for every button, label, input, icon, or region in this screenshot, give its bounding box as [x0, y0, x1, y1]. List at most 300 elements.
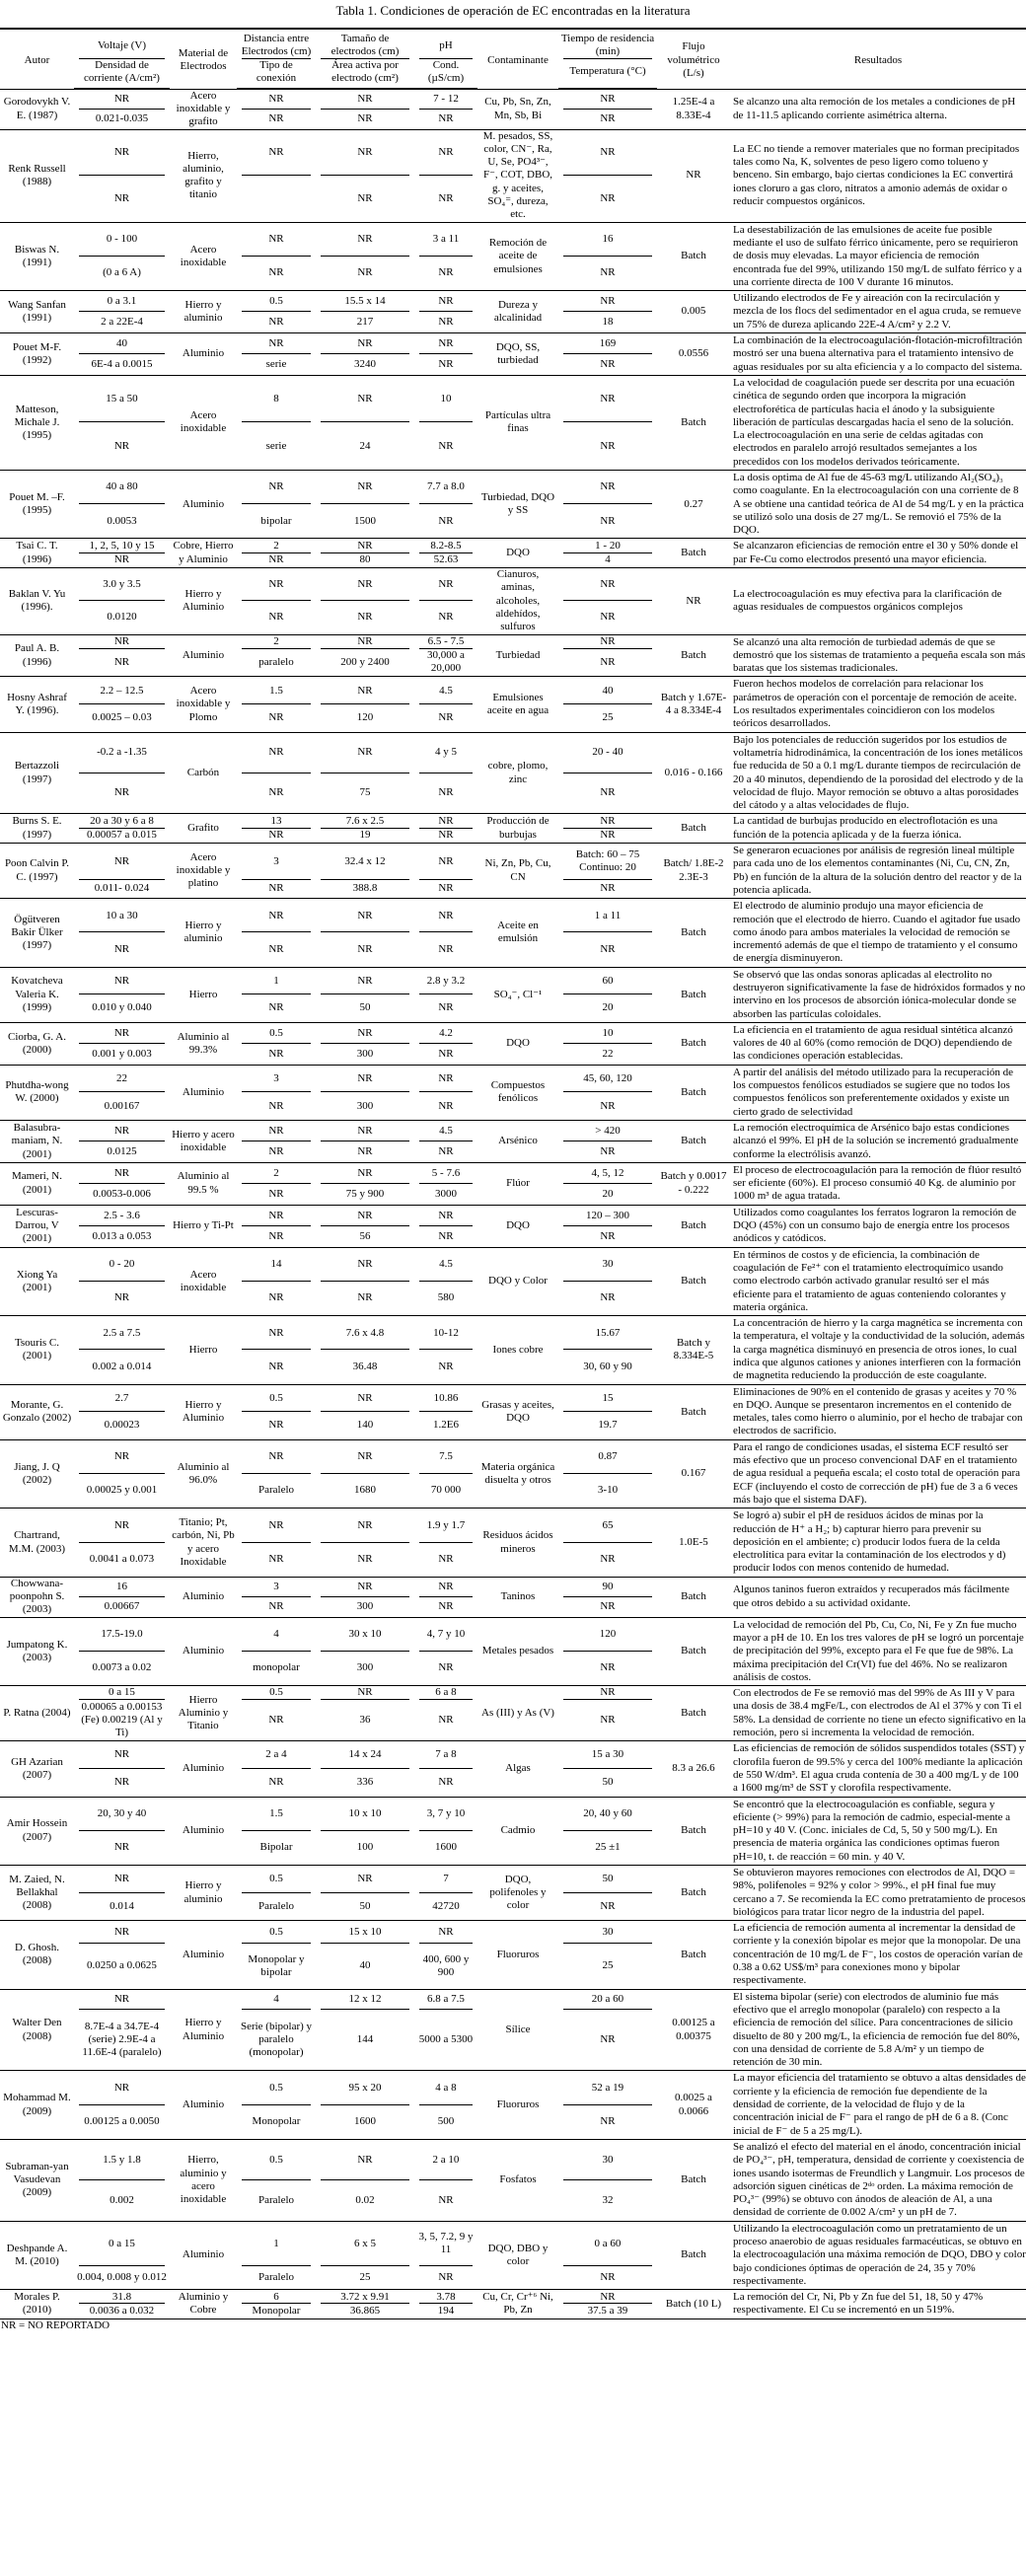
table-row [0, 471, 1026, 505]
area-cell: NR [357, 191, 373, 204]
time-cell: 1 a 11 [558, 899, 657, 933]
connection-cell: serie [265, 357, 287, 370]
time-cell: NR [558, 89, 657, 110]
author-cell: Ciorba, G. A. (2000) [0, 1022, 74, 1065]
time-cell: 30 [558, 1921, 657, 1944]
table-row [0, 1384, 1026, 1412]
material-cell: Hierro Aluminio y Titanio [170, 1686, 237, 1741]
temp-cell: NR [600, 2271, 616, 2284]
material-cell: Hierro y Ti-Pt [170, 1205, 237, 1247]
density-cell: 0.011- 0.024 [94, 882, 150, 895]
size-cell: 15.5 x 14 [316, 291, 414, 312]
size-cell: NR [316, 677, 414, 704]
flow-cell: 1.0E-5 [657, 1509, 730, 1577]
area-cell: 1600 [354, 2115, 376, 2128]
cond-cell: NR [438, 611, 454, 624]
results-cell: Se observó que las ondas sonoras aplicadas al electrolito no destruyeron significativamente la fase de hidróxidos formados y no intervino en los procesos de absorción iónica-molecular donde se absorben las partículas coloidales. [730, 967, 1026, 1022]
results-cell: La velocidad de remoción del Pb, Cu, Co, Ni, Fe y Zn fue mucho mayor a pH de 10. En los tres valores de pH se logró un porcentaje de precipitación del 99%, excepto para el Fe que fue de 98%. La máxima precipitación del Cr(VI) fue del 46%. No se realizaron análisis de costos. [730, 1617, 1026, 1685]
density-cell: 0.0073 a 0.02 [92, 1661, 152, 1674]
cond-cell: 1.2E6 [433, 1419, 459, 1432]
size-cell: NR [316, 471, 414, 505]
contaminant-cell: Flúor [477, 1162, 558, 1205]
cond-cell: NR [438, 1229, 454, 1242]
size-cell: NR [316, 1865, 414, 1892]
results-cell: La EC no tiende a remover materiales que no forman precipitados tales como Na, K, solventes de peso ligero como tolueno y benceno. Sin embargo, bajo ciertas condiciones la EC convertirá iones cloruro a gas cloro, nitratos a amonio además de oxidar o reducir compuestos orgánicos. [730, 129, 1026, 222]
contaminant-cell: Arsénico [477, 1120, 558, 1162]
results-cell: Eliminaciones de 90% en el contenido de grasas y aceites y 70 % en DQO. Aunque se presentaron incrementos en el contenido de metales, tales como hierro o aluminio, por el hecho de trabajar con electrodos de sacrificio. [730, 1384, 1026, 1439]
header-time: Tiempo de residencia (min) [558, 29, 657, 59]
contaminant-cell: Cianuros, aminas, alcoholes, aldehídos, sulfuros [477, 568, 558, 634]
cond-cell: NR [438, 112, 454, 125]
header-author: Autor [0, 29, 74, 89]
material-cell: Hierro y acero inoxidable [170, 1120, 237, 1162]
temp-cell: 18 [602, 315, 614, 328]
table-row [0, 222, 1026, 257]
material-cell: Aluminio [170, 634, 237, 677]
author-cell: Wang Sanfan (1991) [0, 291, 74, 333]
time-cell: NR [558, 1686, 657, 1700]
cond-cell: 194 [414, 2304, 477, 2318]
distance-cell: NR [237, 222, 316, 257]
voltage-cell: 31.8 [74, 2290, 170, 2305]
author-cell: Mameri, N. (2001) [0, 1162, 74, 1205]
header-connection: Tipo de conexión [237, 59, 316, 90]
table-row [0, 2221, 1026, 2266]
author-cell: Morante, G. Gonzalo (2002) [0, 1384, 74, 1439]
time-cell: 90 [558, 1577, 657, 1596]
header-area: Área activa por electrodo (cm²) [316, 59, 414, 90]
cond-cell: NR [438, 1552, 454, 1565]
density-cell: 0.0025 – 0.03 [92, 711, 152, 724]
area-cell: 200 y 2400 [340, 655, 390, 668]
flow-cell: NR [657, 129, 730, 222]
contaminant-cell: cobre, plomo, zinc [477, 732, 558, 814]
temp-cell: 50 [602, 1776, 614, 1789]
material-cell: Hierro y Aluminio [170, 568, 237, 634]
cond-cell: 3000 [435, 1187, 457, 1200]
distance-cell: 0.5 [237, 1921, 316, 1944]
distance-cell: NR [237, 1316, 316, 1351]
size-cell: NR [316, 1577, 414, 1596]
material-cell: Hierro y Aluminio [170, 1989, 237, 2071]
temp-cell: NR [600, 266, 616, 279]
contaminant-cell: Producción de burbujas [477, 814, 558, 844]
flow-cell: Batch [657, 1384, 730, 1439]
flow-cell: Batch y 1.67E-4 a 8.334E-4 [657, 677, 730, 732]
time-cell: 65 [558, 1509, 657, 1543]
distance-cell: NR [237, 89, 316, 110]
material-cell: Aluminio al 99.3% [170, 1022, 237, 1065]
cond-cell: NR [438, 1360, 454, 1372]
contaminant-cell: DQO [477, 539, 558, 568]
results-cell: El sistema bipolar (serie) con electrodos de aluminio fue más efectivo que el arreglo monopolar (paralelo) con respecto a la eficiencia de remoción del sílice. Para concentraciones de silicio disuelto de 80 y 200 mg/L, la eficiencia de remoción fue del 80%, con una densidad de corriente de 5.8 A/m² y un tiempo de retención de 30 min. [730, 1989, 1026, 2071]
temp-cell: 19.7 [598, 1419, 618, 1432]
flow-cell: 0.0556 [657, 333, 730, 376]
ph-cell: NR [414, 1921, 477, 1944]
material-cell: Acero inoxidable y Plomo [170, 677, 237, 732]
time-cell: 15 [558, 1384, 657, 1412]
temp-cell: NR [600, 1291, 616, 1304]
contaminant-cell: DQO [477, 1205, 558, 1247]
time-cell: 20 a 60 [558, 1989, 657, 2010]
contaminant-cell: As (III) y As (V) [477, 1686, 558, 1741]
voltage-cell: 0 a 3.1 [74, 291, 170, 312]
contaminant-cell: Taninos [477, 1577, 558, 1617]
ph-cell: 4 y 5 [414, 732, 477, 773]
author-cell: Tsouris C. (2001) [0, 1316, 74, 1384]
size-cell: NR [316, 732, 414, 773]
density-cell: 0.00167 [104, 1099, 140, 1112]
connection-cell: Paralelo [257, 1484, 295, 1497]
distance-cell: 2 [237, 539, 316, 553]
density-cell: 6E-4 a 0.0015 [91, 357, 153, 370]
header-ph: pH [414, 29, 477, 59]
contaminant-cell: Fosfatos [477, 2139, 558, 2221]
temp-cell: NR [600, 1899, 616, 1912]
contaminant-cell: DQO, polifenoles y color [477, 1865, 558, 1920]
density-cell: 0.00667 [104, 1600, 140, 1613]
table-row [0, 2139, 1026, 2179]
voltage-cell: NR [74, 129, 170, 176]
author-cell: Hosny Ashraf Y. (1996). [0, 677, 74, 732]
connection-cell: NR [268, 1144, 284, 1157]
temp-cell: NR [600, 1661, 616, 1674]
contaminant-cell: DQO, SS, turbiedad [477, 333, 558, 376]
voltage-cell: 17.5-19.0 [74, 1617, 170, 1652]
flow-cell: 8.3 a 26.6 [657, 1741, 730, 1797]
area-cell: NR [357, 611, 373, 624]
cond-cell: NR [438, 315, 454, 328]
connection-cell: NR [268, 1229, 284, 1242]
connection-cell: NR [268, 266, 284, 279]
temp-cell: 22 [602, 1047, 614, 1060]
temp-cell: 4 [605, 553, 611, 566]
time-cell: 0.87 [558, 1439, 657, 1474]
table-row [0, 1509, 1026, 1543]
results-cell: En términos de costos y de eficiencia, la combinación de coagulación de Fe²⁺ con el tratamiento electroquímico usando como electrodo carbón activado granular resultó ser el más eficiente para el tratamiento de aguas conteniendo colorantes y materia orgánica. [730, 1247, 1026, 1315]
time-cell: 20 - 40 [558, 732, 657, 773]
time-cell: 45, 60, 120 [558, 1065, 657, 1092]
time-cell: 15.67 [558, 1316, 657, 1351]
distance-cell: NR [237, 333, 316, 354]
ph-cell: NR [414, 814, 477, 829]
results-cell: La cantidad de burbujas producido en electroflotación es una función de la potencia aplicada y de la fuerza iónica. [730, 814, 1026, 844]
table-row [0, 1741, 1026, 1769]
ph-cell: 4.2 [414, 1022, 477, 1043]
author-cell: Gorodovykh V. E. (1987) [0, 89, 74, 129]
voltage-cell: 2.5 a 7.5 [74, 1316, 170, 1351]
density-cell: (0 a 6 A) [103, 266, 141, 279]
ph-cell: 4 a 8 [414, 2071, 477, 2105]
temp-cell: 20 [602, 1001, 614, 1014]
connection-cell: NR [268, 786, 284, 799]
density-cell: 0.021-0.035 [95, 112, 149, 125]
cond-cell: NR [438, 1144, 454, 1157]
results-cell: Algunos taninos fueron extraídos y recuperados más fácilmente que otros debido a su actividad oxidante. [730, 1577, 1026, 1617]
distance-cell: 1 [237, 967, 316, 994]
flow-cell: 0.167 [657, 1439, 730, 1508]
size-cell: NR [316, 375, 414, 422]
density-cell: 0.0036 a 0.032 [74, 2304, 170, 2318]
table-row [0, 1921, 1026, 1944]
voltage-cell: NR [74, 1120, 170, 1141]
voltage-cell: 20 a 30 y 6 a 8 [74, 814, 170, 829]
density-cell: 0.0120 [107, 611, 137, 624]
temp-cell: 25 ±1 [595, 1841, 621, 1854]
size-cell: NR [316, 1162, 414, 1183]
voltage-cell: NR [74, 89, 170, 110]
temp-cell: NR [600, 829, 616, 842]
flow-cell: 1.25E-4 a 8.33E-4 [657, 89, 730, 129]
temp-cell: 25 [602, 1959, 614, 1972]
size-cell: NR [316, 634, 414, 648]
material-cell: Aluminio y Cobre [170, 2290, 237, 2319]
ph-cell: NR [414, 1577, 477, 1596]
author-cell: Bertazzoli (1997) [0, 732, 74, 814]
flow-cell: Batch [657, 967, 730, 1022]
density-cell: 8.7E-4 a 34.7E-4 (serie) 2.9E-4 a 11.6E-4 (paralelo) [82, 2020, 162, 2059]
author-cell: M. Zaied, N. Bellakhal (2008) [0, 1865, 74, 1920]
contaminant-cell: M. pesados, SS, color, CN⁻, Ra, U, Se, PO4³⁻, F⁻, COT, DBO, g. y aceites, SO₄⁼, dureza, etc. [477, 129, 558, 222]
table-header [0, 29, 1026, 89]
area-cell: 120 [356, 711, 374, 724]
ph-cell: 4, 7 y 10 [414, 1617, 477, 1652]
connection-cell: NR [268, 1419, 284, 1432]
density-cell: 0.002 a 0.014 [92, 1360, 152, 1372]
results-cell: Utilizados como coagulantes los ferratos lograron la remoción de DQO (45%) con un consumo bajo de energía entre los procesos anódicos y catódicos. [730, 1205, 1026, 1247]
ph-cell: 7 [414, 1865, 477, 1892]
material-cell: Grafito [170, 814, 237, 844]
material-cell: Aluminio [170, 471, 237, 539]
area-cell: 1680 [354, 1484, 376, 1497]
flow-cell: Batch (10 L) [657, 2290, 730, 2319]
cond-cell: NR [438, 514, 454, 527]
flow-cell: Batch y 8.334E-5 [657, 1316, 730, 1384]
area-cell: 100 [356, 1841, 374, 1854]
table-row [0, 1205, 1026, 1225]
results-cell: La dosis optima de Al fue de 45-63 mg/L utilizando Al₂(SO₄)₃ como coagulante. En la electrocoagulación con una corriente de 8 A se obtiene una cantidad teórica de Al de 54 mg/L y en la práctica se utilizó solo una dosis de 27 mg/L. Se removió el 75% de la DQO. [730, 471, 1026, 539]
density-cell: 0.002 [110, 2193, 134, 2206]
table-row [0, 677, 1026, 704]
table-row [0, 732, 1026, 773]
size-cell: 6 x 5 [316, 2221, 414, 2266]
voltage-cell: 20, 30 y 40 [74, 1797, 170, 1831]
connection-cell: NR [268, 1600, 284, 1613]
material-cell: Hierro [170, 967, 237, 1022]
connection-cell: Monopolar y bipolar [248, 1952, 305, 1978]
cond-cell: NR [438, 942, 454, 955]
size-cell: NR [316, 1509, 414, 1543]
author-cell: Chowwana-poonpohn S. (2003) [0, 1577, 74, 1617]
flow-cell: 0.00125 a 0.00375 [657, 1989, 730, 2071]
ph-cell: 7 - 12 [414, 89, 477, 110]
contaminant-cell: Cadmio [477, 1797, 558, 1865]
table-row [0, 1577, 1026, 1596]
material-cell: Aluminio [170, 1065, 237, 1120]
author-cell: Xiong Ya (2001) [0, 1247, 74, 1315]
flow-cell: Batch [657, 1921, 730, 1989]
distance-cell: 0.5 [237, 1022, 316, 1043]
time-cell: 16 [558, 222, 657, 257]
ph-cell: 10-12 [414, 1316, 477, 1351]
distance-cell: 8 [237, 375, 316, 422]
time-cell: NR [558, 471, 657, 505]
cond-cell: 400, 600 y 900 [422, 1952, 470, 1978]
area-cell: 25 [359, 2271, 371, 2284]
temp-cell: NR [600, 882, 616, 895]
temp-cell: 20 [602, 1187, 614, 1200]
density-cell: NR [113, 191, 130, 204]
area-cell: 3240 [354, 357, 376, 370]
temp-cell: 25 [602, 711, 614, 724]
connection-cell: NR [268, 1713, 284, 1726]
density-cell: NR [113, 553, 130, 566]
temp-cell: NR [600, 112, 616, 125]
connection-cell: Paralelo [257, 2271, 295, 2284]
contaminant-cell: Emulsiones aceite en agua [477, 677, 558, 732]
time-cell: 30 [558, 2139, 657, 2179]
table-row [0, 1247, 1026, 1282]
results-cell: Se obtuvieron mayores remociones con electrodos de Al, DQO = 98%, polifenoles = 92% y color > 99%., el pH final fue muy cercano a 7. Se recomienda la EC como pretratamiento de procesos biológicos para tratar licor negro de la industria del papel. [730, 1865, 1026, 1920]
distance-cell: 4 [237, 1617, 316, 1652]
size-cell: NR [316, 1439, 414, 1474]
size-cell: NR [316, 568, 414, 602]
author-cell: Balasubra-maniam, N. (2001) [0, 1120, 74, 1162]
temp-cell: NR [600, 357, 616, 370]
flow-cell: Batch [657, 1205, 730, 1247]
results-cell: Se encontró que la electrocoagulación es confiable, segura y eficiente (> 99%) para la remoción de cadmio, especial-mente a pH=10 y 40 V. (Conc. iniciales de Cd, 5, 50 y 500 mg/L). En presencia de materia orgánica las condiciones optimas fueron pH=10, t. de reacción = 60 min. y 40 V. [730, 1797, 1026, 1865]
distance-cell: 2 [237, 1162, 316, 1183]
cond-cell: NR [438, 2193, 454, 2206]
cond-cell: 30,000 a 20,000 [427, 649, 465, 675]
ph-cell: 8.2-8.5 [414, 539, 477, 553]
ph-cell: NR [414, 1065, 477, 1092]
area-cell: 140 [356, 1419, 374, 1432]
contaminant-cell: Metales pesados [477, 1617, 558, 1685]
area-cell: 0.02 [355, 2193, 375, 2206]
distance-cell: 13 [237, 814, 316, 829]
material-cell: Titanio; Pt, carbón, Ni, Pb y acero Inoxidable [170, 1509, 237, 1577]
time-cell: 10 [558, 1022, 657, 1043]
flow-cell: Batch [657, 1120, 730, 1162]
material-cell: Aluminio [170, 2071, 237, 2139]
cond-cell: NR [438, 1099, 454, 1112]
density-cell: 0.00125 a 0.0050 [84, 2115, 160, 2128]
size-cell: NR [316, 1247, 414, 1282]
distance-cell: 0.5 [237, 2071, 316, 2105]
material-cell: Aluminio [170, 1617, 237, 1685]
flow-cell: Batch [657, 1065, 730, 1120]
results-cell: Fueron hechos modelos de correlación para relacionar los parámetros de operación con el porcentaje de remoción de aceite. Los resultados experimentales coincidieron con los modelos teóricos desarrollados. [730, 677, 1026, 732]
footnote: NR = NO REPORTADO [1, 2318, 110, 2331]
contaminant-cell: DQO [477, 1022, 558, 1065]
size-cell: NR [316, 899, 414, 933]
table-row [0, 1686, 1026, 1700]
connection-cell: NR [268, 1001, 284, 1014]
voltage-cell: NR [74, 634, 170, 648]
cond-cell: NR [438, 266, 454, 279]
results-cell: La mayor eficiencia del tratamiento se obtuvo a altas densidades de corriente y la eficiencia de remoción fue dependiente de la densidad de corriente, de la velocidad de flujo y de la concentración inicial de F⁻ para el rango de pH de 6 a 8. (Conc inicial de F⁻ de 5 a 25 mg/L). [730, 2071, 1026, 2139]
connection-cell: NR [268, 711, 284, 724]
voltage-cell: 40 a 80 [74, 471, 170, 505]
density-cell: NR [113, 1841, 130, 1854]
flow-cell: Batch y 0.0017 - 0.222 [657, 1162, 730, 1205]
connection-cell: NR [268, 315, 284, 328]
density-cell: NR [113, 786, 130, 799]
voltage-cell: 0 - 20 [74, 1247, 170, 1282]
area-cell: NR [357, 1552, 373, 1565]
header-temp: Temperatura (°C) [558, 59, 657, 90]
connection-cell: NR [268, 1187, 284, 1200]
material-cell: Hierro y Aluminio [170, 1384, 237, 1439]
connection-cell: bipolar [260, 514, 292, 527]
ph-cell: 6.5 - 7.5 [414, 634, 477, 648]
area-cell: 217 [356, 315, 374, 328]
voltage-cell: NR [74, 1022, 170, 1043]
ph-cell: 7 a 8 [414, 1741, 477, 1769]
author-cell: Chartrand, M.M. (2003) [0, 1509, 74, 1577]
contaminant-cell: Cu, Pb, Sn, Zn, Mn, Sb, Bi [477, 89, 558, 129]
time-cell: NR [558, 129, 657, 176]
contaminant-cell: Algas [477, 1741, 558, 1797]
density-cell: 0.0250 a 0.0625 [87, 1959, 157, 1972]
flow-cell: Batch/ 1.8E-2 2.3E-3 [657, 844, 730, 899]
size-cell: NR [316, 1065, 414, 1092]
temp-cell: NR [600, 1552, 616, 1565]
size-cell: NR [316, 2139, 414, 2179]
contaminant-cell: Materia orgánica disuelta y otros [477, 1439, 558, 1508]
density-cell: NR [113, 1291, 130, 1304]
time-cell: NR [558, 375, 657, 422]
material-cell: Hierro y aluminio [170, 1865, 237, 1920]
area-cell: 300 [356, 1099, 374, 1112]
size-cell: NR [316, 539, 414, 553]
density-cell: 0.00057 a 0.015 [87, 829, 157, 842]
ph-cell: 7.5 [414, 1439, 477, 1474]
flow-cell: Batch [657, 222, 730, 290]
ph-cell: 5 - 7.6 [414, 1162, 477, 1183]
size-cell: NR [316, 1022, 414, 1043]
author-cell: Paul A. B. (1996) [0, 634, 74, 677]
area-cell: 50 [359, 1001, 371, 1014]
flow-cell: Batch [657, 1247, 730, 1315]
distance-cell: NR [237, 899, 316, 933]
table-row [0, 2071, 1026, 2105]
connection-cell: serie [265, 439, 287, 452]
table-row [0, 1865, 1026, 1892]
temp-cell: NR [600, 1600, 616, 1613]
density-cell: 0.0041 a 0.073 [89, 1552, 155, 1565]
header-size: Tamaño de electrodos (cm) [316, 29, 414, 59]
voltage-cell: 16 [74, 1577, 170, 1596]
density-cell: 2 a 22E-4 [101, 315, 143, 328]
flow-cell: 0.005 [657, 291, 730, 333]
results-cell: La remoción del Cr, Ni, Pb y Zn fue del 51, 18, 50 y 47% respectivamente. El Cu se incrementó en un 519%. [730, 2290, 1026, 2319]
distance-cell: NR [237, 1205, 316, 1225]
material-cell: Aluminio [170, 333, 237, 376]
size-cell: NR [316, 89, 414, 110]
cond-cell: NR [438, 2271, 454, 2284]
voltage-cell: NR [74, 1989, 170, 2010]
size-cell: 3.72 x 9.91 [316, 2290, 414, 2305]
results-cell: Bajo los potenciales de reducción sugeridos por los estudios de voltametría hidrodinámica, la concentración de los iones metálicos fue reducida de 50 a 0.1 mg/L durante tiempos de recirculación de 20 a 40 minutos, dependiendo de la porosidad del electrodo y de la velocidad de flujo. Mayor remoción se obtuvo a altas porosidades del cátodo y a altas velocidades de flujo. [730, 732, 1026, 814]
area-cell: NR [357, 1291, 373, 1304]
temp-cell: NR [600, 1713, 616, 1726]
flow-cell: Batch [657, 899, 730, 967]
results-cell: La velocidad de coagulación puede ser descrita por una ecuación cinética de segundo orden que incorpora la migración electroforética de partículas hacia el ánodo y la subsiguiente liberación de partículas descargadas hacia el seno de la solución. La electrocoagulación en una serie de celdas agitadas con electrodos en paralelo arrojó resultados semejantes a los precedidos con los modelos derivados teóricamente. [730, 375, 1026, 470]
area-cell: 300 [356, 1600, 374, 1613]
flow-cell: Batch [657, 1617, 730, 1685]
